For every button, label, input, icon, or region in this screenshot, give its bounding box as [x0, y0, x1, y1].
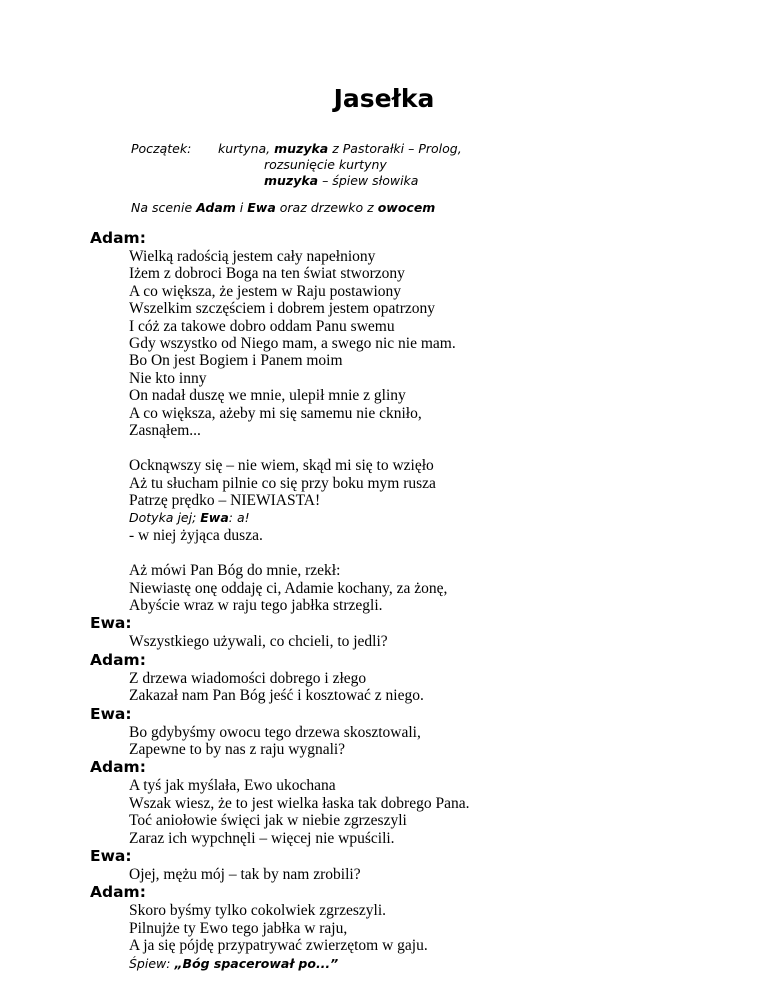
stage-direction: [129, 509, 750, 526]
verse-line: Gdy wszystko od Niego mam, a swego nic nie mam.: [129, 334, 456, 352]
verse-line: Toć aniołowie święci jak w niebie zgrzeszyli: [129, 812, 407, 830]
verse-line: Z drzewa wiadomości dobrego i złego: [129, 669, 367, 687]
stage-text: oraz drzewko z: [275, 200, 378, 215]
speaker-name: Adam:: [90, 229, 146, 247]
stage-emphasis: owocem: [377, 200, 436, 215]
direction-emphasis: Ewa: [200, 510, 229, 526]
verse-line: Abyście wraz w raju tego jabłka strzegli.: [129, 597, 383, 615]
stanza-gap: [129, 439, 750, 457]
stanza-gap: [129, 544, 750, 562]
intro-text: – śpiew słowika: [318, 173, 419, 188]
speaker-name: Adam:: [90, 758, 146, 777]
dialogue-block: [129, 633, 750, 650]
verse-line: Nie kto inny: [129, 369, 207, 387]
page-title: Jasełka: [333, 84, 435, 113]
verse-line: A co większa, ażeby mi się samemu nie ckniło,: [129, 404, 422, 422]
verse-line: A co większa, że jestem w Raju postawiony: [129, 282, 402, 300]
intro-emphasis: muzyka: [274, 141, 329, 156]
verse-line: Wszak wiesz, że to jest wielka łaska tak dobrego Pana.: [129, 794, 470, 812]
stage-text: Na scenie: [131, 200, 197, 215]
intro-text: kurtyna,: [218, 141, 275, 156]
direction-text: : a!: [228, 510, 250, 526]
verse-line: Zaraz ich wypchnęli – więcej nie wpuścili.: [129, 829, 395, 847]
intro-text: z Pastorałki – Prolog,: [328, 141, 462, 156]
intro-label: Początek:: [131, 141, 192, 156]
verse-line: Wszystkiego używali, co chcieli, to jedli?: [129, 633, 388, 651]
direction-text: Śpiew:: [129, 955, 175, 971]
verse-line: Ocknąwszy się – nie wiem, skąd mi się to wzięło: [129, 457, 434, 475]
verse-line: Wielką radością jestem cały napełniony: [129, 248, 376, 265]
stage-note: [131, 200, 435, 216]
direction-text: Dotyka jej;: [129, 510, 201, 526]
stage-text: i: [235, 200, 248, 215]
dialogue-block: [129, 902, 750, 972]
verse-line: Zakazał nam Pan Bóg jeść i kosztować z niego.: [129, 687, 424, 705]
verse-line: Pilnujże ty Ewo tego jabłka w raju,: [129, 919, 348, 937]
verse-line: Bo gdybyśmy owocu tego drzewa skosztowali,: [129, 723, 421, 741]
dialogue-block: [129, 724, 750, 759]
verse-line: Aż mówi Pan Bóg do mnie, rzekł:: [129, 562, 341, 580]
intro-line-1: [218, 141, 462, 157]
speaker-name: Ewa:: [90, 846, 132, 865]
speaker-name: Adam:: [90, 650, 146, 669]
verse-line: Skoro byśmy tylko cokolwiek zgrzeszyli.: [129, 902, 386, 920]
dialogue: [90, 229, 750, 972]
dialogue-block: [129, 670, 750, 705]
intro-line-2: rozsunięcie kurtyny: [264, 157, 387, 172]
stage-emphasis: Ewa: [247, 200, 276, 215]
stage-emphasis: Adam: [196, 200, 236, 215]
stage-direction: [129, 955, 750, 972]
verse-line: On nadał duszę we mnie, ulepił mnie z gliny: [129, 387, 406, 405]
verse-line: Wszelkim szczęściem i dobrem jestem opatrzony: [129, 300, 436, 318]
intro-emphasis: muzyka: [264, 173, 319, 188]
verse-line: Zasnąłem...: [129, 421, 201, 439]
dialogue-block: [129, 866, 750, 883]
verse-line: Patrzę prędko – NIEWIASTA!: [129, 492, 321, 510]
dialogue-block: [129, 777, 750, 847]
intro-line-3: [264, 173, 418, 189]
verse-line: Niewiastę onę oddaję ci, Adamie kochany, za żonę,: [129, 579, 448, 597]
speaker-name: Ewa:: [90, 614, 132, 633]
verse-line: Aż tu słucham pilnie co się przy boku mym rusza: [129, 474, 436, 492]
verse-line: A tyś jak myślała, Ewo ukochana: [129, 777, 336, 795]
verse-line: I cóż za takowe dobro oddam Panu swemu: [129, 317, 395, 335]
verse-line: Iżem z dobroci Boga na ten świat stworzony: [129, 265, 405, 283]
verse-line: Bo On jest Bogiem i Panem moim: [129, 352, 343, 370]
verse-line: - w niej żyjąca dusza.: [129, 526, 263, 544]
dialogue-block: [129, 248, 750, 614]
direction-emphasis: „Bóg spacerował po...”: [174, 955, 339, 971]
verse-line: A ja się pójdę przypatrywać zwierzętom w gaju.: [129, 937, 428, 955]
speaker-name: Adam:: [90, 883, 146, 902]
speaker-name: Ewa:: [90, 704, 132, 723]
verse-line: Zapewne to by nas z raju wygnali?: [129, 740, 346, 758]
verse-line: Ojej, mężu mój – tak by nam zrobili?: [129, 865, 361, 883]
